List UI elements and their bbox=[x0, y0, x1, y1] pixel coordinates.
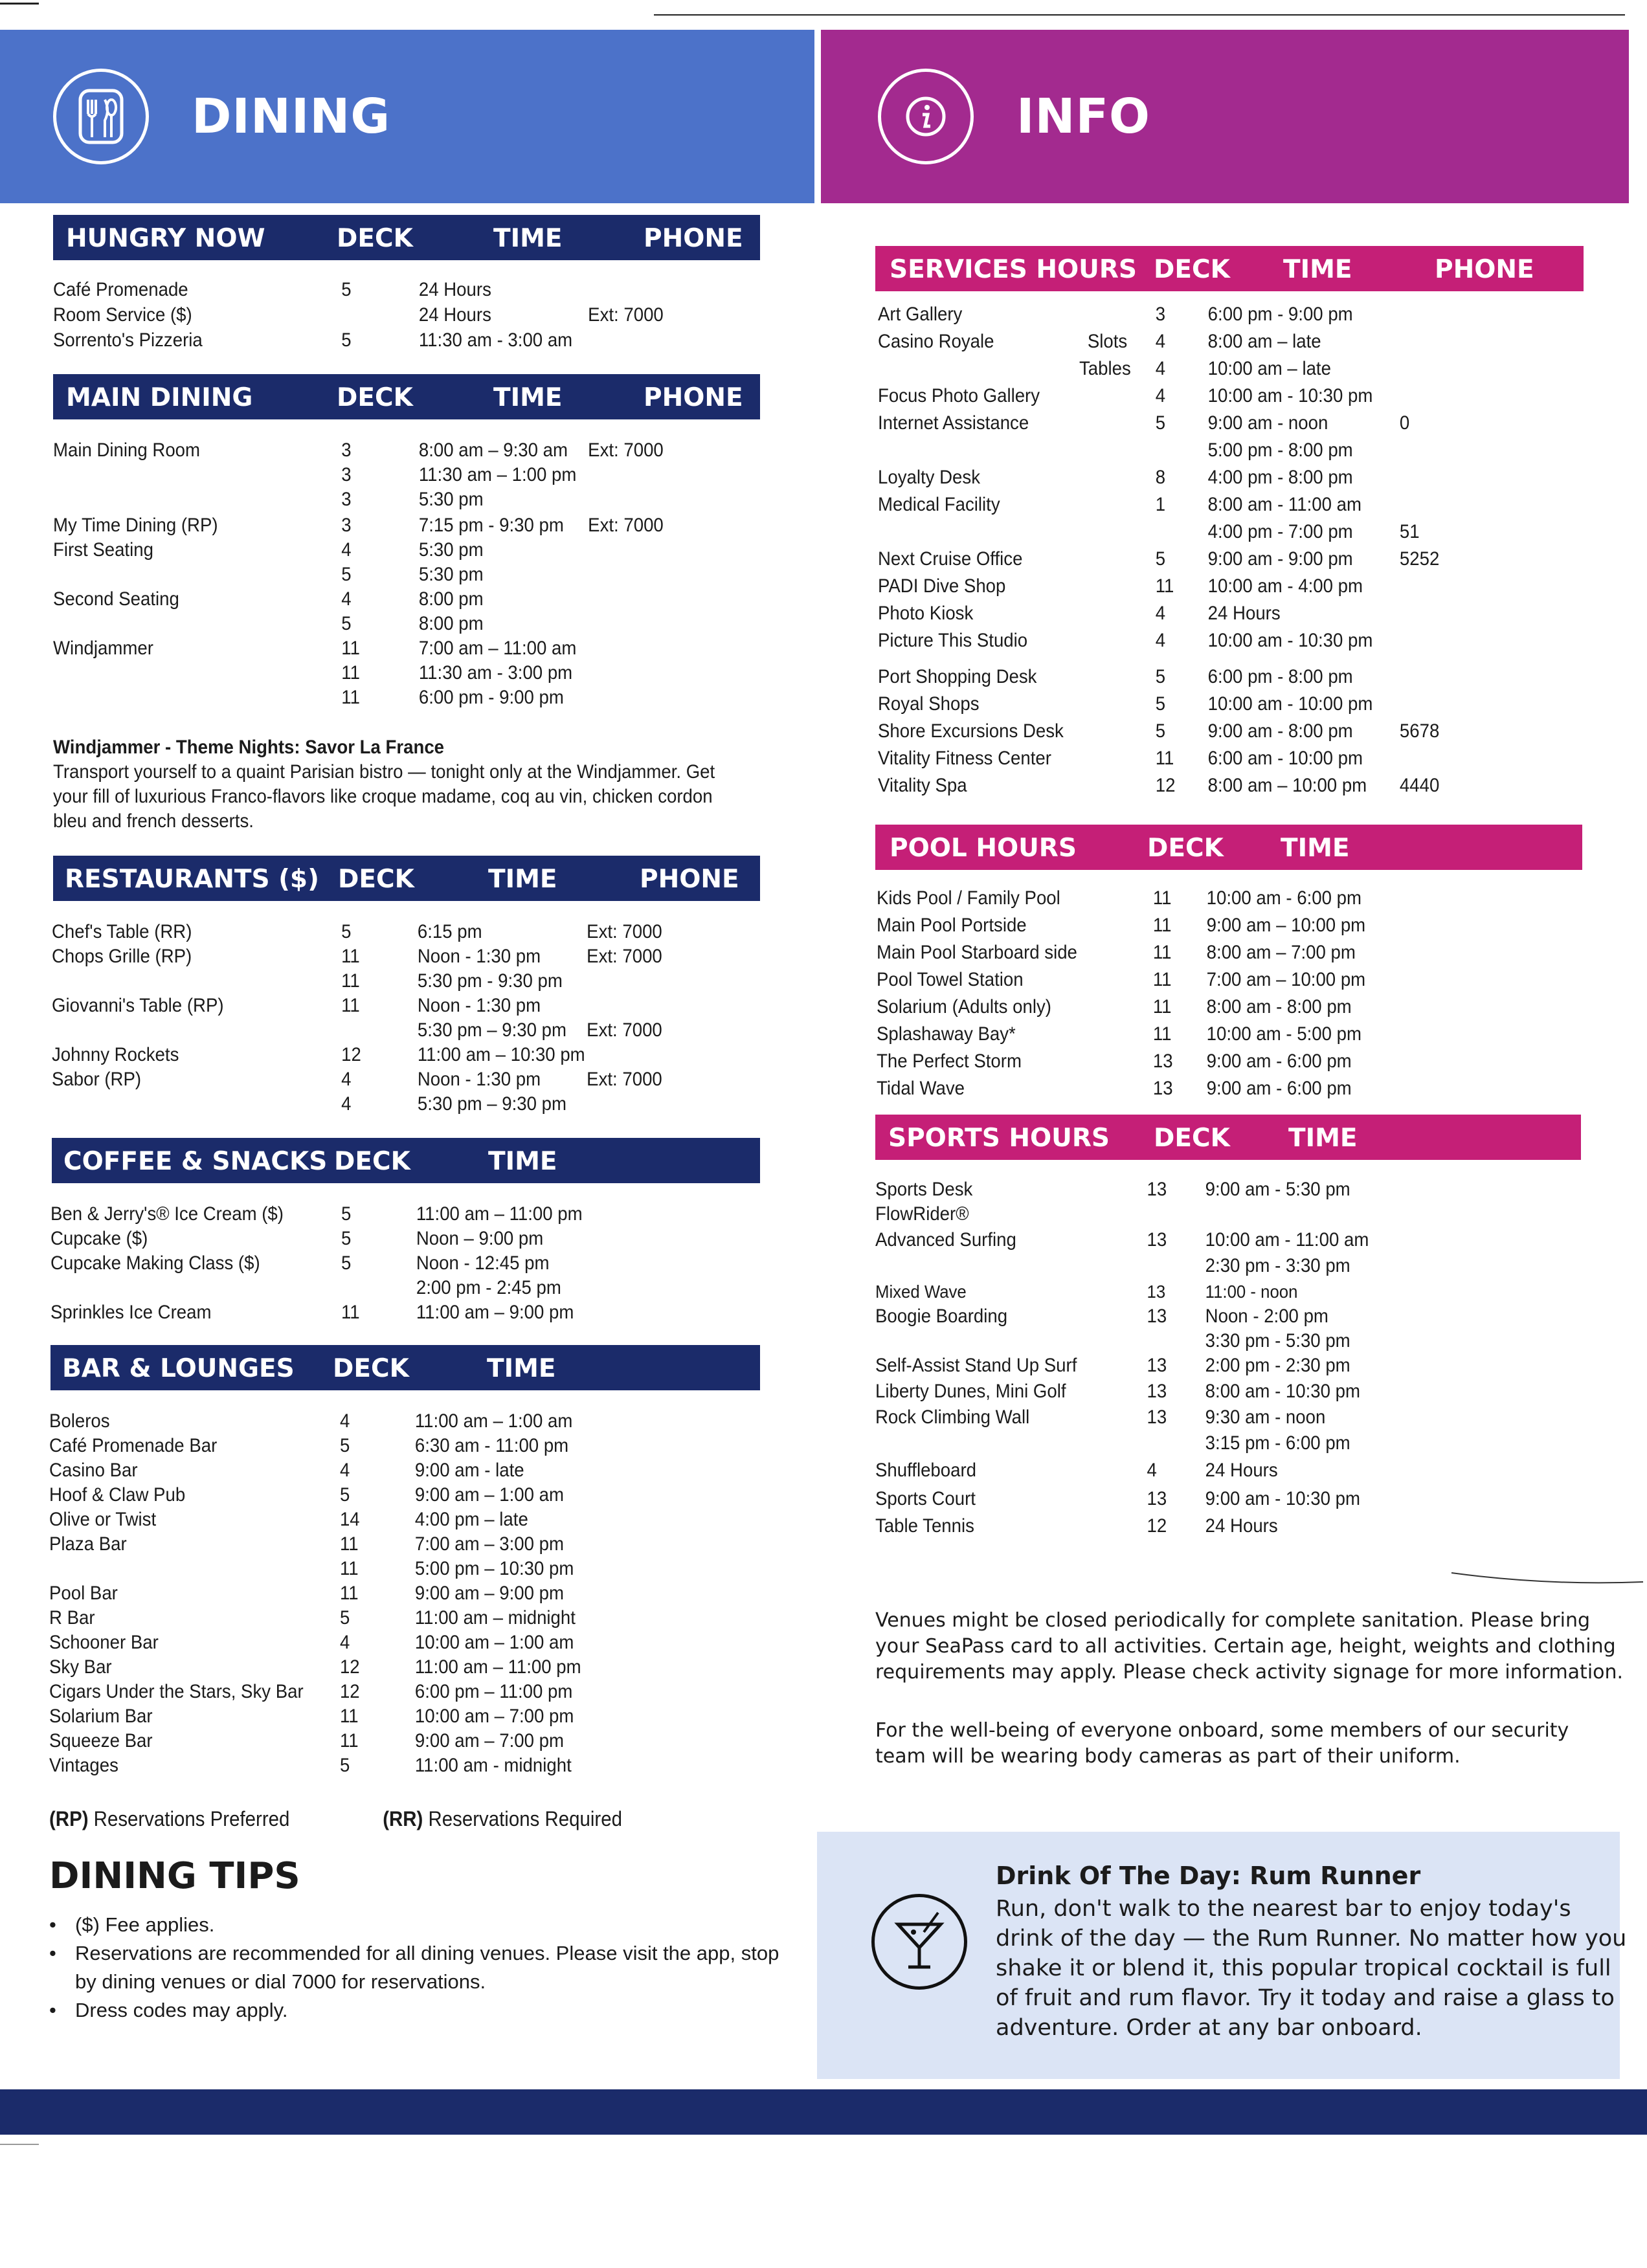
legend bbox=[49, 1806, 704, 1836]
table-row: 2:00 pm - 2:45 pm bbox=[416, 1277, 561, 1298]
table-row: Room Service ($) 24 Hours Ext: 7000 bbox=[53, 304, 664, 326]
table-row: Giovanni's Table (RP) 11 Noon - 1:30 pm bbox=[52, 995, 541, 1016]
sanitation-notice: Venues might be closed periodically for complete sanitation. Please bring your SeaPass card to all activities. Certain age, height, weights and clothing requirements may apply. Please check activity signage for more information. bbox=[875, 1609, 1624, 1684]
table-row: FlowRider® bbox=[875, 1203, 969, 1225]
table-row: Windjammer 11 7:00 am – 11:00 am bbox=[53, 638, 577, 659]
table-row: R Bar 5 11:00 am – midnight bbox=[49, 1607, 576, 1629]
table-row: Olive or Twist 14 4:00 pm – late bbox=[49, 1509, 528, 1530]
dining-title: DINING bbox=[192, 89, 391, 144]
table-row: Focus Photo Gallery 4 10:00 am - 10:30 pm bbox=[878, 385, 1373, 406]
table-row: Picture This Studio 4 10:00 am - 10:30 pm bbox=[878, 630, 1373, 651]
restaurants-header: RESTAURANTS ($) DECK TIME PHONE bbox=[53, 856, 760, 901]
dining-banner bbox=[0, 30, 814, 203]
info-icon bbox=[878, 69, 974, 164]
table-row: Solarium Bar 11 10:00 am – 7:00 pm bbox=[49, 1706, 574, 1727]
drink-text: Run, don't walk to the nearest bar to enjoy today's drink of the day — the Rum Runner. No matter how you shake it or blend it, this popular tropical cocktail is full of fruit and rum flavor. Try it today and raise a glass to adventure. Order at any bar onboard. bbox=[996, 1896, 1627, 2041]
table-row: Boogie Boarding 13 Noon - 2:00 pm bbox=[875, 1306, 1328, 1327]
table-row: 11 5:30 pm - 9:30 pm bbox=[341, 970, 563, 992]
table-row: 5:00 pm - 8:00 pm bbox=[1207, 439, 1353, 461]
table-row: Mixed Wave 13 11:00 - noon bbox=[875, 1282, 1298, 1302]
bottom-rule bbox=[0, 2144, 39, 2145]
table-row: Table Tennis 12 24 Hours bbox=[875, 1515, 1278, 1537]
legend-rp-text: Reservations Preferred bbox=[93, 1807, 290, 1830]
pen-stroke bbox=[1450, 1560, 1644, 1592]
table-row: Royal Shops 5 10:00 am - 10:00 pm bbox=[878, 693, 1373, 715]
table-row: 3 11:30 am – 1:00 pm bbox=[341, 464, 577, 485]
table-row: Casino Royale Slots 4 8:00 am – late bbox=[878, 331, 1321, 352]
table-row: Sky Bar 12 11:00 am – 11:00 pm bbox=[49, 1656, 581, 1678]
table-row: Liberty Dunes, Mini Golf 13 8:00 am - 10:30 pm bbox=[875, 1381, 1361, 1402]
fork-knife-icon bbox=[53, 69, 149, 164]
table-row: Loyalty Desk 8 4:00 pm - 8:00 pm bbox=[878, 467, 1353, 488]
bar-lounges-header: BAR & LOUNGES DECK TIME bbox=[50, 1345, 760, 1390]
table-row: Shuffleboard 4 24 Hours bbox=[875, 1460, 1278, 1481]
table-row: Vitality Fitness Center 11 6:00 am - 10:00 pm bbox=[878, 748, 1363, 769]
table-row: Pool Bar 11 9:00 am – 9:00 pm bbox=[49, 1583, 565, 1604]
table-row: The Perfect Storm 13 9:00 am - 6:00 pm bbox=[877, 1051, 1352, 1072]
table-row: 3:15 pm - 6:00 pm bbox=[1205, 1432, 1350, 1454]
table-row: Splashaway Bay* 11 10:00 am - 5:00 pm bbox=[877, 1023, 1362, 1045]
info-title: INFO bbox=[1016, 89, 1150, 144]
list-item: • Reservations are recommended for all dining venues. Please visit the app, stop by dining venues or dial 7000 for reservations. bbox=[49, 1939, 781, 1996]
table-row: 11 11:30 am - 3:00 pm bbox=[341, 662, 573, 684]
table-row: Sprinkles Ice Cream 11 11:00 am – 9:00 pm bbox=[50, 1302, 574, 1323]
dining-tips-list bbox=[49, 1911, 781, 2025]
theme-night-text: Transport yourself to a quaint Parisian bistro — tonight only at the Windjammer. Get your fill of luxurious Franco-flavors like croque madame, coq au vin, chicken cordon bleu and french desserts. bbox=[53, 761, 715, 832]
legend-rp-code: (RP) bbox=[49, 1807, 89, 1830]
legend-rr-text: Reservations Required bbox=[428, 1807, 622, 1830]
table-row: Advanced Surfing 13 10:00 am - 11:00 am bbox=[875, 1229, 1369, 1251]
table-row: Main Pool Portside 11 9:00 am – 10:00 pm bbox=[877, 915, 1366, 936]
coffee-snacks-header: COFFEE & SNACKS DECK TIME bbox=[52, 1138, 760, 1183]
table-row: 3:30 pm - 5:30 pm bbox=[1205, 1330, 1350, 1351]
list-item: • Dress codes may apply. bbox=[49, 1996, 781, 2025]
table-row: Chops Grille (RP) 11 Noon - 1:30 pm Ext: 7000 bbox=[52, 946, 662, 967]
table-row: 4 5:30 pm – 9:30 pm bbox=[341, 1093, 567, 1115]
drink-title: Drink Of The Day: Rum Runner bbox=[996, 1862, 1421, 1890]
info-banner bbox=[821, 30, 1629, 203]
list-item: • ($) Fee applies. bbox=[49, 1911, 781, 1939]
table-row: Sorrento's Pizzeria 5 11:30 am - 3:00 am bbox=[53, 329, 573, 351]
table-row: Ben & Jerry's® Ice Cream ($) 5 11:00 am – 11:00 pm bbox=[50, 1203, 583, 1225]
table-row: Photo Kiosk 4 24 Hours bbox=[878, 603, 1281, 624]
table-row: Café Promenade Bar 5 6:30 am - 11:00 pm bbox=[49, 1435, 569, 1456]
table-row: Tidal Wave 13 9:00 am - 6:00 pm bbox=[877, 1078, 1352, 1099]
table-row: Internet Assistance 5 9:00 am - noon 0 bbox=[878, 412, 1410, 434]
table-row: PADI Dive Shop 11 10:00 am - 4:00 pm bbox=[878, 575, 1363, 597]
table-row: Vintages 5 11:00 am - midnight bbox=[49, 1755, 572, 1776]
table-row: 3 5:30 pm bbox=[341, 489, 484, 510]
table-row: Plaza Bar 11 7:00 am – 3:00 pm bbox=[49, 1533, 565, 1555]
top-rule-right bbox=[654, 14, 1625, 16]
main-dining-header: MAIN DINING DECK TIME PHONE bbox=[53, 374, 760, 419]
top-rule-left bbox=[0, 3, 39, 5]
table-row: Cigars Under the Stars, Sky Bar 12 6:00 pm – 11:00 pm bbox=[49, 1681, 573, 1702]
table-row: 4:00 pm - 7:00 pm 51 bbox=[1207, 521, 1420, 542]
table-row: Vitality Spa 12 8:00 am – 10:00 pm 4440 bbox=[878, 775, 1440, 796]
table-row: Main Dining Room 3 8:00 am – 9:30 am Ext: 7000 bbox=[53, 439, 664, 461]
drink-of-the-day-box bbox=[817, 1832, 1627, 2079]
table-row: Kids Pool / Family Pool 11 10:00 am - 6:00 pm bbox=[877, 887, 1362, 909]
cocktail-glass-icon bbox=[871, 1894, 967, 1990]
table-row: Hoof & Claw Pub 5 9:00 am – 1:00 am bbox=[49, 1484, 565, 1506]
table-row: First Seating 4 5:30 pm bbox=[53, 539, 484, 561]
table-row: Boleros 4 11:00 am – 1:00 am bbox=[49, 1410, 573, 1432]
table-row: Casino Bar 4 9:00 am - late bbox=[49, 1460, 524, 1481]
security-notice: For the well-being of everyone onboard, some members of our security team will be wearing body cameras as part of their uniform. bbox=[875, 1719, 1569, 1768]
table-row: Sports Court 13 9:00 am - 10:30 pm bbox=[875, 1488, 1361, 1509]
table-row: My Time Dining (RP) 3 7:15 pm - 9:30 pm Ext: 7000 bbox=[53, 515, 664, 536]
table-row: Chef's Table (RR) 5 6:15 pm Ext: 7000 bbox=[52, 921, 662, 942]
table-row: 11 6:00 pm - 9:00 pm bbox=[341, 687, 564, 708]
table-row: 11 5:00 pm – 10:30 pm bbox=[339, 1558, 574, 1579]
legend-rr-code: (RR) bbox=[383, 1807, 423, 1830]
table-row: Tables 4 10:00 am – late bbox=[1079, 358, 1331, 379]
table-row: Art Gallery 3 6:00 pm - 9:00 pm bbox=[878, 304, 1353, 325]
footer-bar bbox=[0, 2089, 1647, 2135]
table-row: Medical Facility 1 8:00 am - 11:00 am bbox=[878, 494, 1361, 515]
table-row: Rock Climbing Wall 13 9:30 am - noon bbox=[875, 1406, 1326, 1428]
table-row: Sports Desk 13 9:00 am - 5:30 pm bbox=[875, 1179, 1350, 1200]
table-row: Self-Assist Stand Up Surf 13 2:00 pm - 2:30 pm bbox=[875, 1355, 1350, 1376]
table-row: Next Cruise Office 5 9:00 am - 9:00 pm 5252 bbox=[878, 548, 1440, 570]
theme-night-title: Windjammer - Theme Nights: Savor La France bbox=[53, 737, 445, 758]
services-hours-header: SERVICES HOURS DECK TIME PHONE bbox=[875, 246, 1584, 291]
table-row: Port Shopping Desk 5 6:00 pm - 8:00 pm bbox=[878, 666, 1353, 687]
table-row: Café Promenade 5 24 Hours bbox=[53, 279, 491, 300]
dining-tips-title: DINING TIPS bbox=[49, 1855, 300, 1897]
table-row: Squeeze Bar 11 9:00 am – 7:00 pm bbox=[49, 1730, 565, 1751]
table-row: Cupcake ($) 5 Noon – 9:00 pm bbox=[50, 1228, 544, 1249]
sports-hours-header: SPORTS HOURS DECK TIME bbox=[875, 1115, 1581, 1160]
table-row: Schooner Bar 4 10:00 am – 1:00 am bbox=[49, 1632, 574, 1653]
table-row: Main Pool Starboard side 11 8:00 am – 7:00 pm bbox=[877, 942, 1356, 963]
table-row: 5:30 pm – 9:30 pm Ext: 7000 bbox=[417, 1019, 662, 1041]
table-row: 2:30 pm - 3:30 pm bbox=[1205, 1255, 1350, 1276]
pool-hours-header: POOL HOURS DECK TIME bbox=[875, 825, 1582, 870]
table-row: Johnny Rockets 12 11:00 am – 10:30 pm bbox=[52, 1044, 585, 1065]
table-row: 5 8:00 pm bbox=[341, 613, 484, 634]
table-row: Cupcake Making Class ($) 5 Noon - 12:45 pm bbox=[50, 1252, 550, 1274]
table-row: Pool Towel Station 11 7:00 am – 10:00 pm bbox=[877, 969, 1366, 990]
table-row: Sabor (RP) 4 Noon - 1:30 pm Ext: 7000 bbox=[52, 1069, 662, 1090]
table-row: Shore Excursions Desk 5 9:00 am - 8:00 pm 5678 bbox=[878, 720, 1440, 742]
hungry-now-header: HUNGRY NOW DECK TIME PHONE bbox=[53, 215, 760, 260]
table-row: Second Seating 4 8:00 pm bbox=[53, 588, 484, 610]
table-row: Solarium (Adults only) 11 8:00 am - 8:00 pm bbox=[877, 996, 1352, 1017]
table-row: 5 5:30 pm bbox=[341, 564, 484, 585]
